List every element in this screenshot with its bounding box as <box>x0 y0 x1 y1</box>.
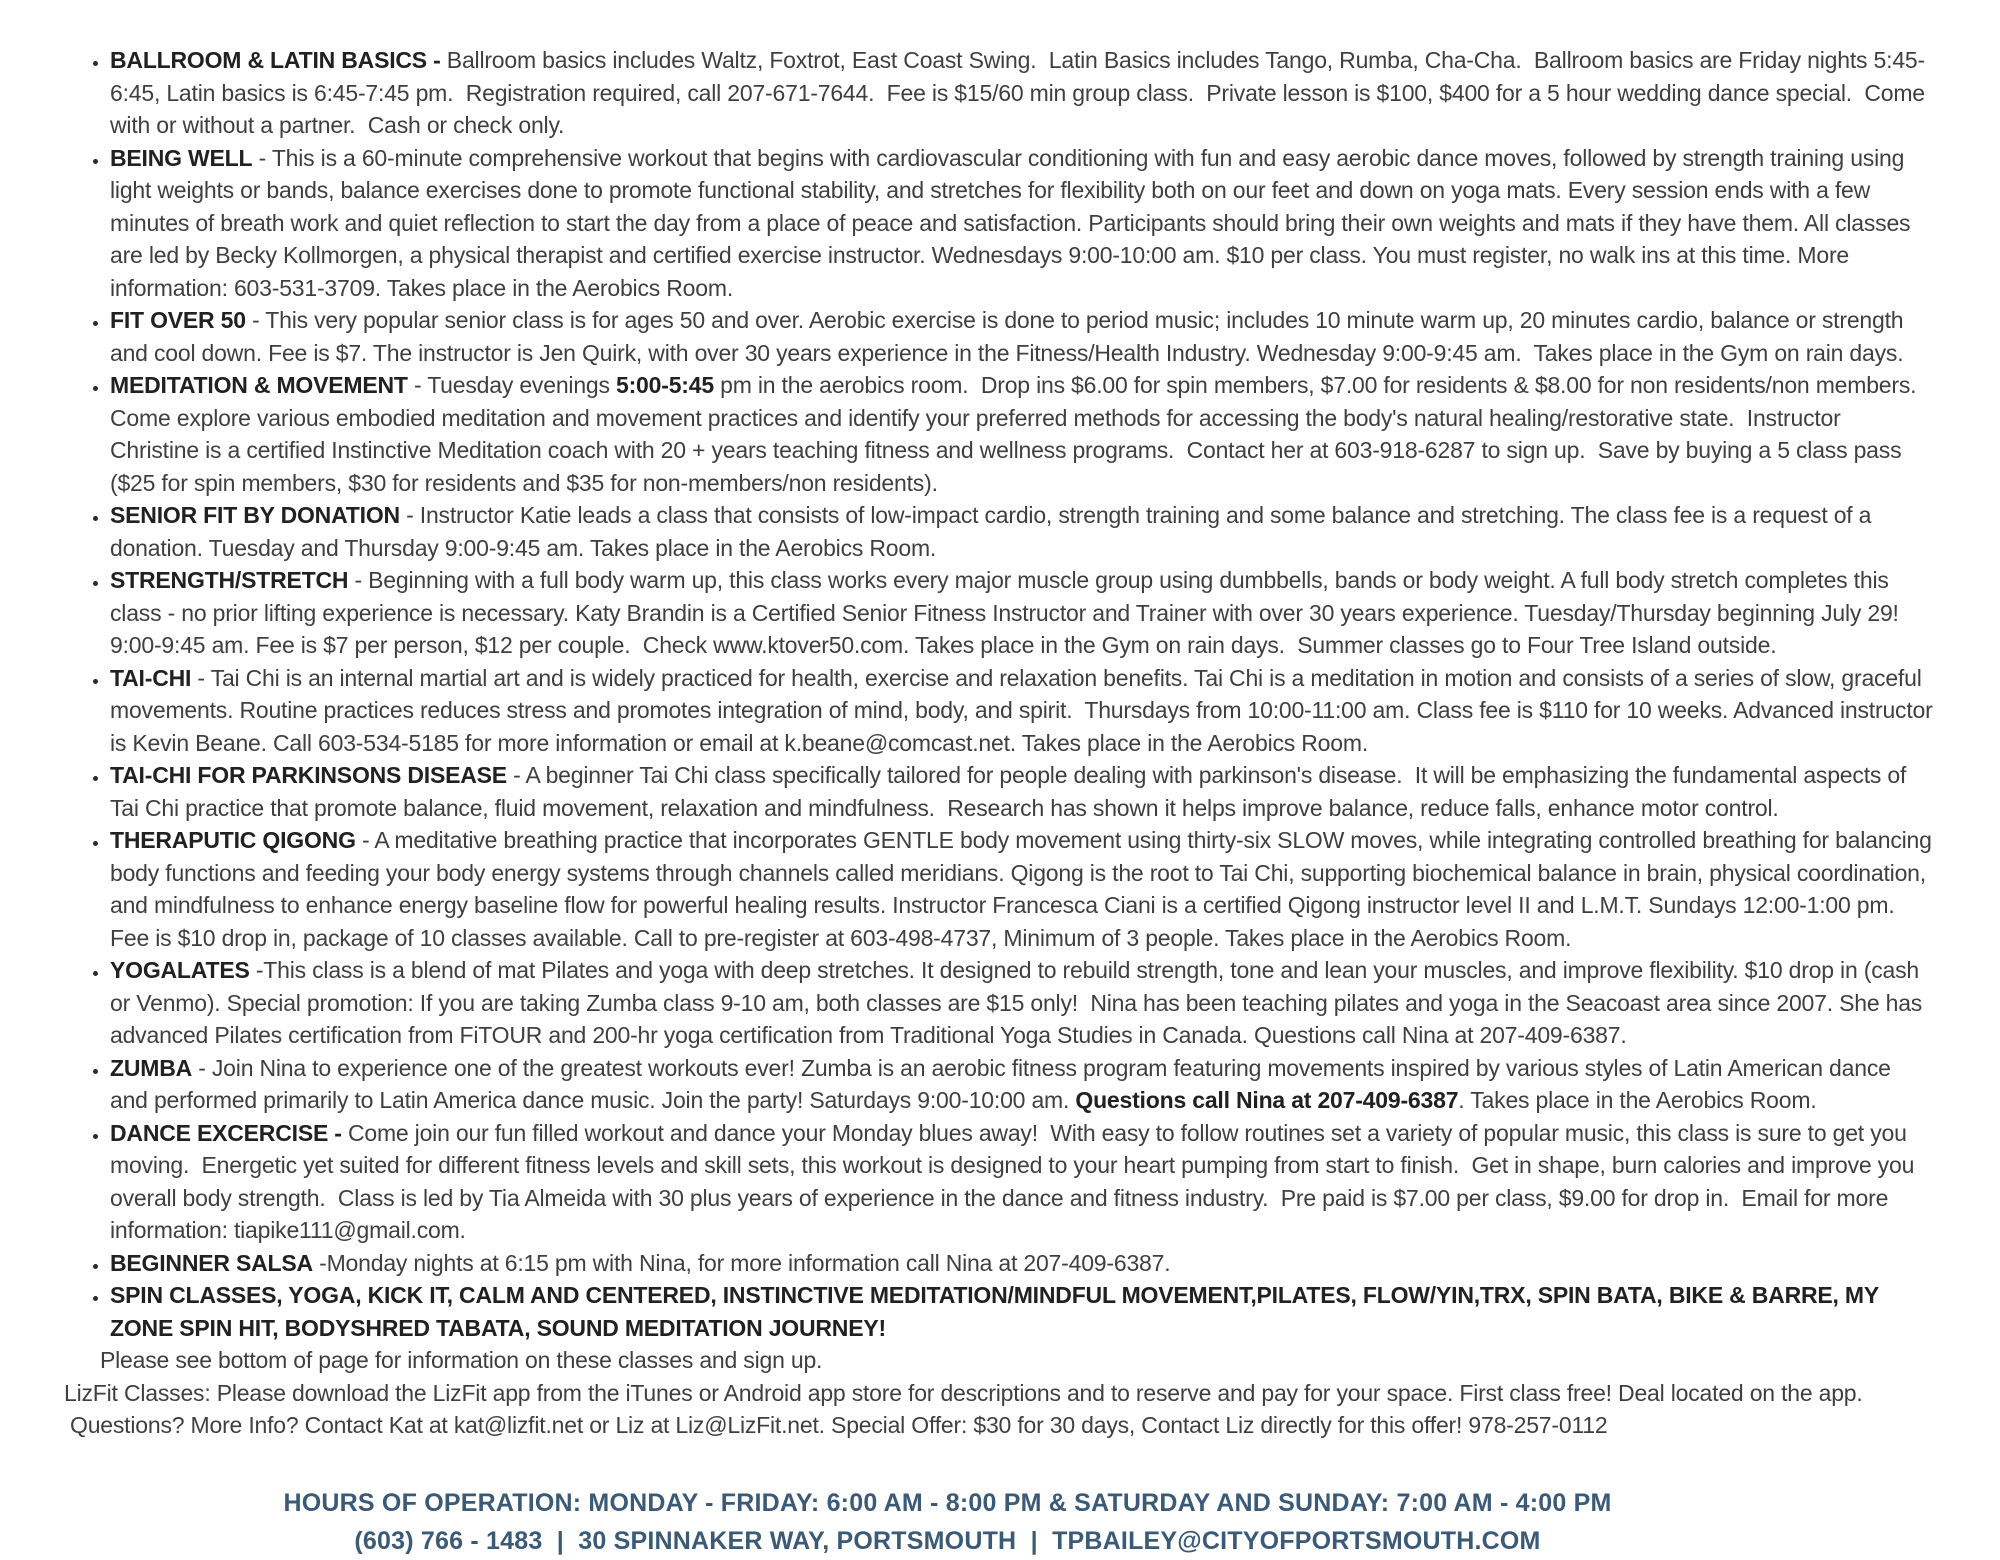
note-questions: Questions? More Info? Contact Kat at kat@lizfit.net or Liz at Liz@LizFit.net. Special Offer: $30 for 30 days, Contact Liz directly for this offer! 978-257-0112 <box>70 1412 1608 1438</box>
class-item <box>110 304 1934 369</box>
class-description: -This class is a blend of mat Pilates and yoga with deep stretches. It designed to rebuild strength, tone and lean your muscles, and improve flexibility. $10 drop in (cash or Venmo). Special promotion: If you are taking Zumba class 9-10 am, both classes are $15 only! Nina has been teaching pilates and yoga in the Seacoast area since 2007. She has advanced Pilates certification from FiTOUR and 200-hr yoga certification from Traditional Yoga Studies in Canada. Questions call Nina at 207-409-6387. <box>110 957 1929 1048</box>
note-lizfit: LizFit Classes: Please download the LizFit app from the iTunes or Android app store for descriptions and to reserve and pay for your space. First class free! Deal located on the app. <box>64 1379 1863 1406</box>
class-bold-text: 5:00-5:45 <box>616 372 714 398</box>
class-list <box>0 44 2000 1344</box>
class-title: BEGINNER SALSA <box>110 1249 313 1276</box>
class-item <box>110 369 1934 499</box>
class-description: - Join Nina to experience one of the greatest workouts ever! Zumba is an aerobic fitness program featuring movements inspired by various styles of Latin American dance and performed primarily to Latin America dance music. Join the party! Saturdays 9:00-10:00 am. <box>110 1054 1897 1113</box>
class-bold-text: Questions call Nina at 207-409-6387 <box>1075 1087 1459 1113</box>
class-title: MEDITATION & MOVEMENT <box>110 372 408 398</box>
class-description: - Beginning with a full body warm up, this class works every major muscle group using dumbbells, bands or body weight. A full body stretch completes this class - no prior lifting experience is necessary. Katy Brandin is a Certified Senior Fitness Instructor and Trainer with over 30 years experience. Tuesday/Thursday beginning July 29! 9:00-9:45 am. Fee is $7 per person, $12 per couple. Check www.ktover50.com. Takes place in the Gym on rain days. Summer classes go to Four Tree Island outside. <box>110 567 1905 658</box>
class-item <box>110 499 1934 564</box>
class-title: SENIOR FIT BY DONATION <box>110 502 400 528</box>
class-item <box>110 662 1939 760</box>
class-item <box>110 1247 1934 1280</box>
class-item <box>110 824 1938 954</box>
class-description: - This very popular senior class is for ages 50 and over. Aerobic exercise is done to period music; includes 10 minute warm up, 20 minutes cardio, balance or strength and cool down. Fee is $7. The instructor is Jen Quirk, with over 30 years experience in the Fitness/Health Industry. Wednesday 9:00-9:45 am. Takes place in the Gym on rain days. <box>110 307 1910 366</box>
class-description: - A meditative breathing practice that incorporates GENTLE body movement using thirty-six SLOW moves, while integrating controlled breathing for balancing body functions and feeding your body energy systems through channels called meridians. Qigong is the root to Tai Chi, supporting biochemical balance in brain, physical coordination, and mindfulness to enhance energy baseline flow for powerful healing results. Instructor Francesca Ciani is a certified Qigong instructor level II and L.M.T. Sundays 12:00-1:00 pm. Fee is $10 drop in, package of 10 classes available. Call to pre-register at 603-498-4737, Minimum of 3 people. Takes place in the Aerobics Room. <box>110 827 1938 951</box>
footer-hours-line: HOURS OF OPERATION: MONDAY - FRIDAY: 6:00 AM - 8:00 PM & SATURDAY AND SUNDAY: 7:00 AM - 4:00 PM <box>283 1488 1612 1517</box>
class-description: Come join our fun filled workout and dance your Monday blues away! With easy to follow routines set a variety of popular music, this class is sure to get you moving. Energetic yet suited for different fitness levels and skill sets, this workout is designed to your heart pumping from start to finish. Get in shape, burn calories and improve you overall body strength. Class is led by Tia Almeida with 30 plus years of experience in the dance and fitness industry. Pre paid is $7.00 per class, $9.00 for drop in. Email for more information: tiapike111@gmail.com. <box>110 1119 1921 1243</box>
class-description: - Tuesday evenings <box>407 372 616 398</box>
note-see-bottom: Please see bottom of page for information on these classes and sign up. <box>100 1347 823 1373</box>
class-title: BALLROOM & LATIN BASICS - <box>110 47 447 73</box>
class-description: -Monday nights at 6:15 pm with Nina, for more information call Nina at 207-409-6387. <box>312 1249 1171 1276</box>
class-description: - Instructor Katie leads a class that consists of low-impact cardio, strength training and some balance and stretching. The class fee is a request of a donation. Tuesday and Thursday 9:00-9:45 am. Takes place in the Aerobics Room. <box>110 502 1878 561</box>
class-title: YOGALATES <box>110 957 250 983</box>
class-item <box>110 954 1934 1052</box>
class-title: DANCE EXCERCISE - <box>110 1119 348 1146</box>
class-title: STRENGTH/STRETCH <box>110 567 349 593</box>
footer-contact-line: (603) 766 - 1483 | 30 SPINNAKER WAY, PORTSMOUTH | TPBAILEY@CITYOFPORTSMOUTH.COM <box>354 1526 1541 1555</box>
class-description: - Tai Chi is an internal martial art and is widely practiced for health, exercise and relaxation benefits. Tai Chi is a meditation in motion and consists of a series of slow, graceful movements. Routine practices reduces stress and promotes integration of mind, body, and spirit. Thursdays from 10:00-11:00 am. Class fee is $110 for 10 weeks. Advanced instructor is Kevin Beane. Call 603-534-5185 for more information or email at k.beane@comcast.net. Takes place in the Aerobics Room. <box>110 664 1939 756</box>
class-item <box>110 564 1934 662</box>
class-description: Ballroom basics includes Waltz, Foxtrot, East Coast Swing. Latin Basics includes Tango, Rumba, Cha-Cha. Ballroom basics are Friday nights 5:45-6:45, Latin basics is 6:45-7:45 pm. Registration required, call 207-671-7644. Fee is $15/60 min group class. Private lesson is $100, $400 for a 5 hour wedding dance special. Come with or without a partner. Cash or check only. <box>110 47 1932 138</box>
class-item <box>110 142 1934 305</box>
class-item <box>110 44 1934 142</box>
class-title: SPIN CLASSES, YOGA, KICK IT, CALM AND CENTERED, INSTINCTIVE MEDITATION/MINDFUL MOVEMENT,PILATES, FLOW/YIN,TRX, SPIN BATA, BIKE & BARRE, MY ZONE SPIN HIT, BODYSHRED TABATA, SOUND MEDITATION JOURNEY! <box>110 1282 1885 1341</box>
class-title: TAI-CHI <box>110 664 192 691</box>
class-item <box>110 759 1934 824</box>
class-title: BEING WELL <box>110 144 253 171</box>
class-item <box>110 1052 1934 1117</box>
class-description: . Takes place in the Aerobics Room. <box>1458 1087 1817 1113</box>
class-title: THERAPUTIC QIGONG <box>110 827 356 853</box>
class-description: - This is a 60-minute comprehensive workout that begins with cardiovascular conditioning with fun and easy aerobic dance moves, followed by strength training using light weights or bands, balance exercises done to promote functional stability, and stretches for flexibility both on our feet and down on yoga mats. Every session ends with a few minutes of breath work and quiet reflection to start the day from a place of peace and satisfaction. Participants should bring their own weights and mats if they have them. All classes are led by Becky Kollmorgen, a physical therapist and certified exercise instructor. Wednesdays 9:00-10:00 am. $10 per class. You must register, no walk ins at this time. More information: 603-531-3709. Takes place in the Aerobics Room. <box>110 144 1917 301</box>
footer <box>0 1484 1895 1560</box>
class-item <box>110 1279 1934 1344</box>
class-title: TAI-CHI FOR PARKINSONS DISEASE <box>110 762 507 788</box>
class-item <box>110 1117 1934 1247</box>
class-description: - A beginner Tai Chi class specifically tailored for people dealing with parkinson's disease. It will be emphasizing the fundamental aspects of Tai Chi practice that promote balance, fluid movement, relaxation and mindfulness. Research has shown it helps improve balance, reduce falls, enhance motor control. <box>110 762 1912 821</box>
class-description: pm in the aerobics room. Drop ins $6.00 for spin members, $7.00 for residents & $8.00 for non residents/non members. Come explore various embodied meditation and movement practices and identify your preferred methods for accessing the body's natural healing/restorative state. Instructor Christine is a certified Instinctive Meditation coach with 20 + years teaching fitness and wellness programs. Contact her at 603-918-6287 to sign up. Save by buying a 5 class pass ($25 for spin members, $30 for residents and $35 for non-members/non residents). <box>110 372 1929 496</box>
class-title: ZUMBA <box>110 1054 193 1081</box>
class-title: FIT OVER 50 <box>110 307 246 333</box>
